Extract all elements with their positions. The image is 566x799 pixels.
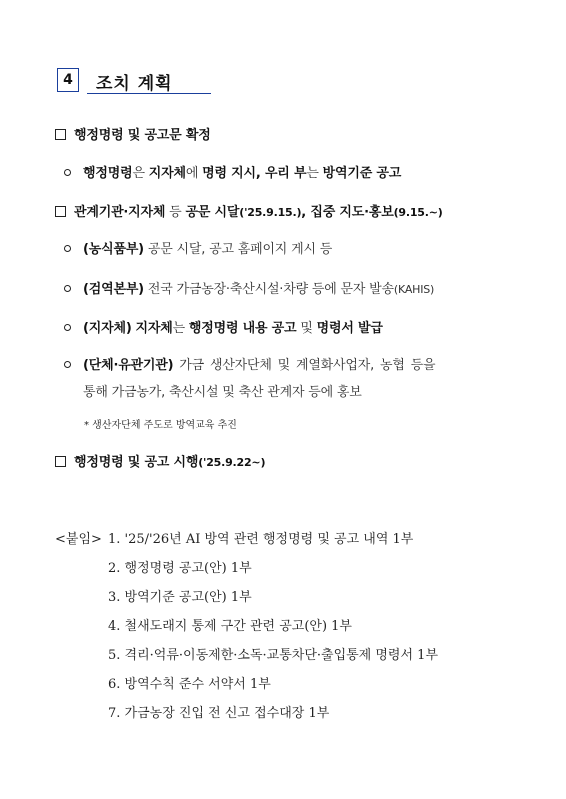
square-item-1: 행정명령 및 공고문 확정 xyxy=(55,124,211,143)
circle-item-5-continuation: 통해 가금농가, 축산시설 및 축산 관계자 등에 홍보 xyxy=(83,385,362,400)
circle-item-3: (검역본부) 전국 가금농장·축산시설·차량 등에 문자 발송(KAHIS) xyxy=(64,278,434,297)
circle-item-4: (지자체) 지자체는 행정명령 내용 공고 및 명령서 발급 xyxy=(64,317,383,336)
footnote: * 생산자단체 주도로 방역교육 추진 xyxy=(84,420,237,431)
square-bullet-icon xyxy=(55,456,66,467)
attachment-item-7: 7. 가금농장 진입 전 신고 접수대장 1부 xyxy=(108,706,330,721)
attachment-item-2: 2. 행정명령 공고(안) 1부 xyxy=(108,561,252,576)
section-number-box xyxy=(57,68,79,92)
attachment-item-3: 3. 방역기준 공고(안) 1부 xyxy=(108,590,252,605)
section-title-underline xyxy=(87,93,211,94)
attachment-label: <붙임> xyxy=(55,532,102,547)
circle-bullet-icon xyxy=(64,324,71,331)
attachment-item-4: 4. 철새도래지 통제 구간 관련 공고(안) 1부 xyxy=(108,619,352,634)
attachment-item-5: 5. 격리·억류·이동제한·소독·교통차단·출입통제 명령서 1부 xyxy=(108,648,439,663)
circle-bullet-icon xyxy=(64,245,71,252)
circle-item-1: 행정명령은 지자체에 명령 지시, 우리 부는 방역기준 공고 xyxy=(64,162,401,181)
circle-bullet-icon xyxy=(64,361,71,368)
circle-bullet-icon xyxy=(64,285,71,292)
square-item-3: 행정명령 및 공고 시행('25.9.22~) xyxy=(55,451,265,470)
square-bullet-icon xyxy=(55,206,66,217)
circle-item-5: (단체·유관기관) 가금 생산자단체 및 계열화사업자, 농협 등을 xyxy=(64,354,435,373)
section-title: 조치 계획 xyxy=(96,74,173,94)
circle-item-2: (농식품부) 공문 시달, 공고 홈페이지 게시 등 xyxy=(64,238,332,257)
attachment-item-6: 6. 방역수칙 준수 서약서 1부 xyxy=(108,677,271,692)
section-number: 4 xyxy=(63,72,73,88)
square-bullet-icon xyxy=(55,129,66,140)
attachment-item-1: 1. '25/'26년 AI 방역 관련 행정명령 및 공고 내역 1부 xyxy=(108,532,414,547)
square-item-2: 관계기관·지자체 등 공문 시달('25.9.15.), 집중 지도·홍보(9.15.~) xyxy=(55,201,443,220)
circle-bullet-icon xyxy=(64,169,71,176)
